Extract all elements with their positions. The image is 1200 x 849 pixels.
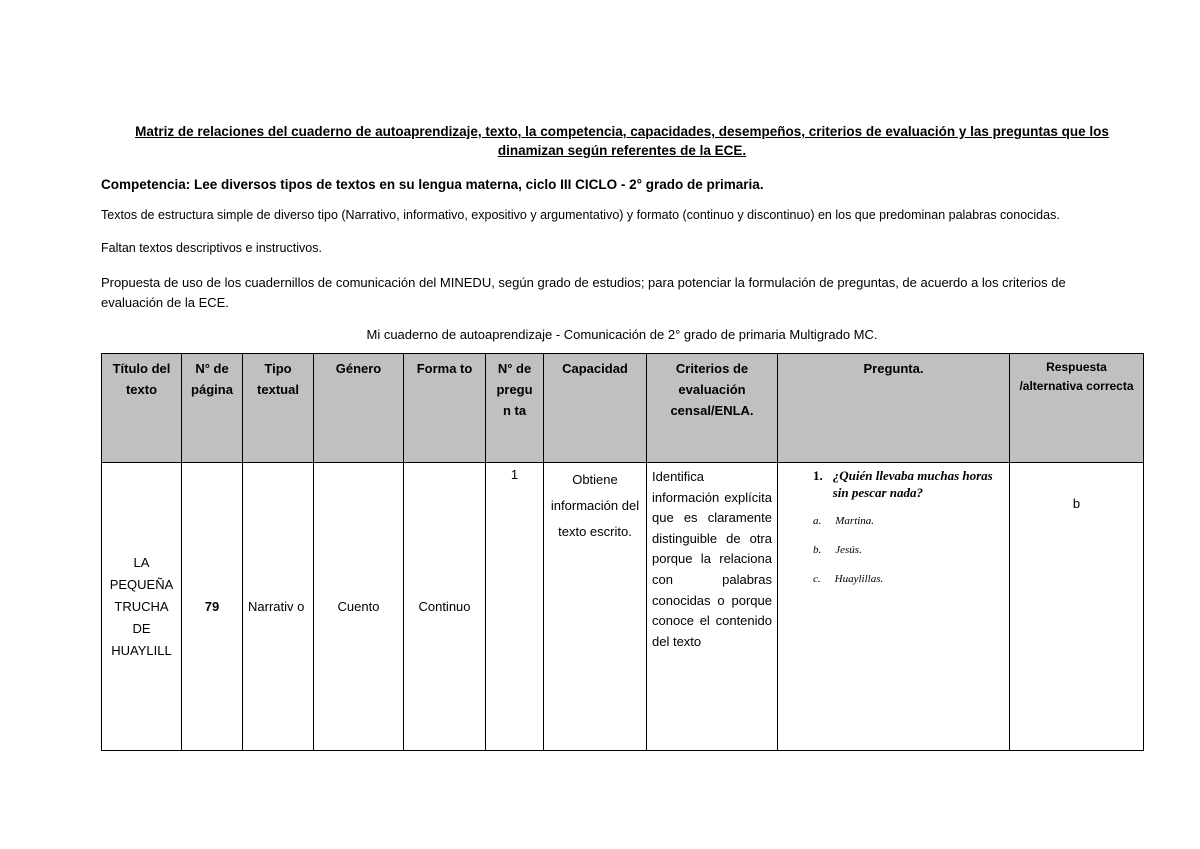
question-number: 1. bbox=[813, 468, 823, 483]
table-header-row bbox=[102, 354, 1144, 463]
table-caption: Mi cuaderno de autoaprendizaje - Comunicación de 2° grado de primaria Multigrado MC. bbox=[366, 327, 878, 342]
cell-genero: Cuento bbox=[314, 463, 404, 751]
cell-forma: Continuo bbox=[404, 463, 486, 751]
option-letter: a. bbox=[813, 515, 822, 527]
cell-pagina: 79 bbox=[182, 463, 243, 751]
header-criterios: Criterios de evaluación censal/ENLA. bbox=[647, 354, 778, 463]
cell-pregunta-num: 1 bbox=[486, 463, 544, 751]
header-pagina: N° de página bbox=[182, 354, 243, 463]
option-a bbox=[783, 513, 1004, 530]
question-block bbox=[783, 467, 1004, 588]
option-letter: c. bbox=[813, 573, 821, 585]
option-text: Jesús. bbox=[835, 544, 862, 556]
question-stem bbox=[783, 467, 1004, 501]
cell-pregunta bbox=[778, 463, 1010, 751]
header-forma: Forma to bbox=[404, 354, 486, 463]
cell-tipo: Narrativ o bbox=[243, 463, 314, 751]
header-genero: Género bbox=[314, 354, 404, 463]
document-title: Matriz de relaciones del cuaderno de autoaprendizaje, texto, la competencia, capacidades, desempeños, criterios de evaluación y las preguntas que los dinamizan según referentes de la ECE. bbox=[135, 124, 1109, 158]
table-row bbox=[102, 463, 1144, 751]
competencia-heading: Competencia: Lee diversos tipos de textos en su lengua materna, ciclo III CICLO - 2° grado de primaria. bbox=[101, 177, 764, 192]
cell-titulo: LA PEQUEÑA TRUCHA DE HUAYLILL bbox=[102, 463, 182, 751]
paragraph-proposal: Propuesta de uso de los cuadernillos de comunicación del MINEDU, según grado de estudios; para potenciar la formulación de preguntas, de acuerdo a los criterios de evaluación de la ECE. bbox=[101, 275, 1066, 310]
cell-respuesta: b bbox=[1010, 463, 1144, 751]
option-letter: b. bbox=[813, 544, 822, 556]
paragraph-missing-types: Faltan textos descriptivos e instructivos. bbox=[101, 241, 322, 255]
relations-matrix-table bbox=[101, 353, 1144, 751]
cell-criterios: Identifica información explícita que es claramente distinguible de otra porque la relaciona con palabras conocidas o porque conoce el contenido del texto bbox=[647, 463, 778, 751]
header-pregunta-num: N° de pregu n ta bbox=[486, 354, 544, 463]
header-pregunta: Pregunta. bbox=[778, 354, 1010, 463]
paragraph-text-types: Textos de estructura simple de diverso tipo (Narrativo, informativo, expositivo y argumentativo) y formato (continuo y discontinuo) en los que predominan palabras conocidas. bbox=[101, 208, 1060, 222]
header-titulo: Título del texto bbox=[102, 354, 182, 463]
header-tipo: Tipo textual bbox=[243, 354, 314, 463]
option-b bbox=[783, 542, 1004, 559]
question-text: ¿Quién llevaba muchas horas sin pescar nada? bbox=[832, 468, 993, 500]
cell-capacidad: Obtiene información del texto escrito. bbox=[544, 463, 647, 751]
header-capacidad: Capacidad bbox=[544, 354, 647, 463]
option-text: Martina. bbox=[835, 515, 875, 527]
option-c bbox=[783, 571, 1004, 588]
option-text: Huaylillas. bbox=[834, 573, 884, 585]
header-respuesta: Respuesta /alternativa correcta bbox=[1010, 354, 1144, 463]
